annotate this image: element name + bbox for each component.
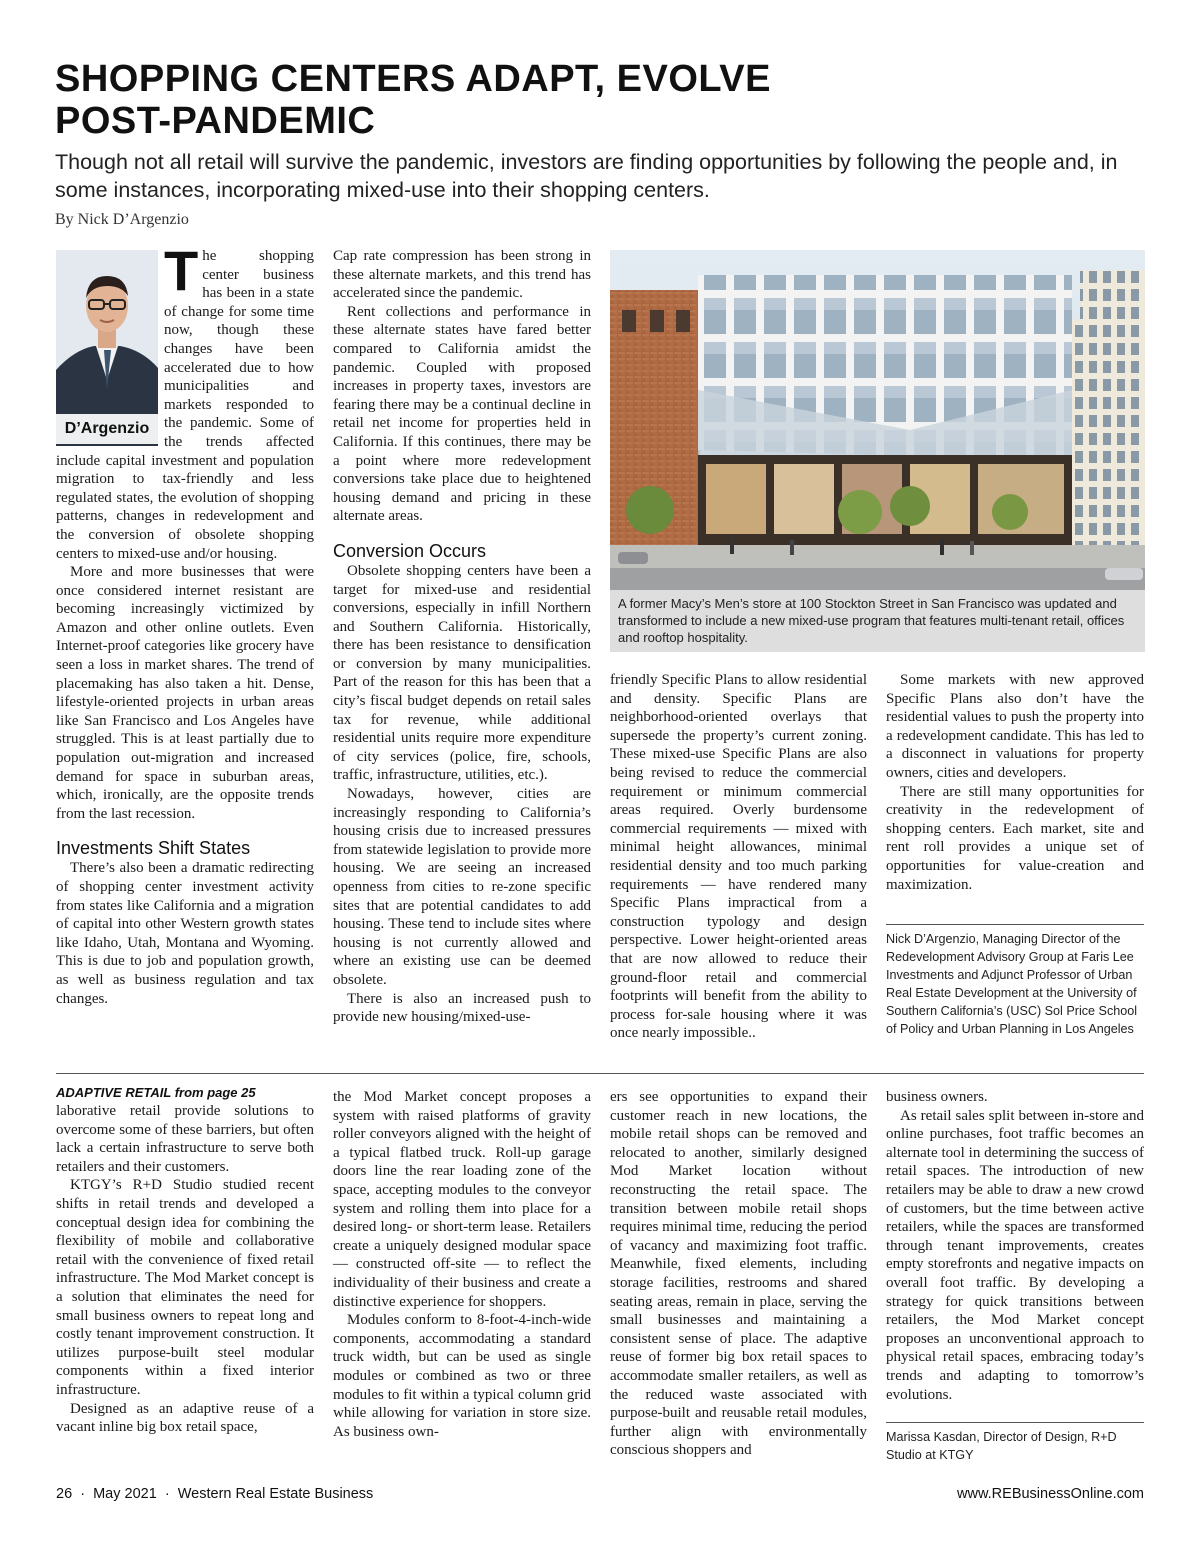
image-caption-box xyxy=(610,590,1145,652)
section-heading: Investments Shift States xyxy=(56,838,251,859)
paragraph: As retail sales split between in-store and online purchases, foot traffic becomes an alternate tool in determining the success of retail spaces. The introduction of new retailers may be able to draw a new crowd of customers, but the time between active retailers, while the spaces are transformed through tenant improvements, creates empty storefronts and negative impacts on overall foot traffic. By developing a strategy for quick transitions between retailers, the Mod Market concept proposes an unconventional approach to physical retail spaces, embracing today’s trends and adapting to tomorrow’s evolutions. xyxy=(886,1107,1144,1403)
continuation-column-1 xyxy=(56,1084,314,1437)
continuation-column-3 xyxy=(610,1088,867,1460)
article-column-2 xyxy=(333,247,591,1027)
drop-cap: T xyxy=(164,239,199,302)
paragraph: Designed as an adaptive reuse of a vacant inline big box retail space, xyxy=(56,1400,314,1436)
article-column-3 xyxy=(610,671,867,1043)
paragraph: Obsolete shopping centers have been a target for mixed-use and residential conversions, especially in infill Northern and Southern California. Historically, there has been resistance to densification or conversion by many municipalities. Part of the reason for this has been that a city’s fiscal budget depends on retail sales tax for revenue, while additional residential units require more expenditure of city services (police, fire, schools, traffic, infrastructure, utilities, etc.). xyxy=(333,562,591,784)
bio-divider xyxy=(886,924,1144,925)
paragraph: the Mod Market concept proposes a system with raised platforms of gravity roller conveyors aligned with the height of a typical flatbed truck. Roll-up garage doors line the rear loading zone of the space, accepting modules to the conveyor system and rolling them into place for a desired long- or short-term lease. Retailers create a uniquely designed modular space — constructed off-site — to reflect the individuality of their business and create a distinctive experience for shoppers. xyxy=(333,1089,591,1310)
mixed-use-building-icon xyxy=(610,250,1145,590)
paragraph: There is also an increased push to provide new housing/mixed-use- xyxy=(333,990,591,1026)
paragraph: Nowadays, however, cities are increasingly responding to California’s housing crisis due to increased pressures from statewide legislation to provide more housing. We are seeing an increased openness from cities to re-zone specific sites that are potential candidates to add housing. These tend to include sites where housing is not currently allowed and where an existing use can be deemed obsolete. xyxy=(333,786,591,988)
paragraph: laborative retail provide solutions to overcome some of these barriers, but often lack a certain infrastructure to serve both retailers and their customers. xyxy=(56,1103,314,1175)
paragraph: Modules conform to 8-foot-4-inch-wide components, accommodating a standard truck width, but can be used as single modules or combined as two or three modules to fit within a typical column grid while allowing for variation in store size. As business own- xyxy=(333,1312,591,1440)
paragraph: ers see opportunities to expand their customer reach in new locations, the mobile retail shops can be removed and relocated to another, similarly designed Mod Market location without reconstructing the retail space. The transition between mobile retail shops requires minimal time, reducing the period of vacancy and maximizing foot traffic. Meanwhile, fixed elements, including storage facilities, restrooms and shared seating areas, remain in place, serving the small businesses and maintaining a consistent sense of place. The adaptive reuse of former big box retail spaces to accommodate smaller retailers, as well as the reduced waste associated with purpose-built and reusable retail modules, further align with environmentally conscious shoppers and xyxy=(610,1089,867,1459)
article-column-1 xyxy=(56,239,314,1008)
headline xyxy=(55,58,1155,142)
author-bio: Marissa Kasdan, Director of Design, R+D Studio at KTGY xyxy=(886,1430,1117,1462)
paragraph: There’s also been a dramatic redirecting of shopping center investment activity from states like California and a migration of capital into other Western growth states like Idaho, Utah, Montana and Wyoming. This is due to job and population growth, as well as business regulation and tax changes. xyxy=(56,860,314,1007)
paragraph: business owners. xyxy=(886,1089,988,1105)
paragraph: KTGY’s R+D Studio studied recent shifts in retail trends and developed a conceptual design idea for combining the flexibility of mobile and collaborative retail with the convenience of fixed retail infrastructure. The Mod Market concept is a solution that eliminates the need for small business owners to repeat long and costly tenant improvement construction. It utilizes purpose-built steel modular components within a fixed interior infrastructure. xyxy=(56,1177,314,1398)
publication-name: Western Real Estate Business xyxy=(177,1486,374,1502)
footer-left: 26 · May 2021 · Western Real Estate Business xyxy=(56,1486,374,1502)
section-heading: Conversion Occurs xyxy=(333,540,487,561)
paragraph: friendly Specific Plans to allow residential and density. Specific Plans are neighborhood-oriented overlays that supersede the property’s current zoning. These mixed-use Specific Plans are also being revised to reduce the commercial requirement or minimum commercial areas required. Overly burdensome commercial requirements — mixed with minimal height allowances, minimal residential density and too much parking requirements — have rendered many Specific Plans impractical from a construction typology and design perspective. Lower height-oriented areas that are now allowed to reduce their ground-floor retail and commercial footprints will benefit from the ability to process for-sale housing where it was once nearly impossible.. xyxy=(610,672,867,1042)
section-divider xyxy=(56,1073,1144,1074)
issue-date: May 2021 xyxy=(93,1486,157,1502)
photo-float-spacer xyxy=(56,247,164,445)
continuation-column-2 xyxy=(333,1088,591,1441)
article-column-4 xyxy=(886,671,1144,894)
author-bio: Nick D’Argenzio, Managing Director of the Redevelopment Advisory Group at Faris Lee Investments and Adjunct Professor of Urban Real Estate Development at the University of Southern California’s (USC) Sol Price School of Policy and Urban Planning in Los Angeles xyxy=(886,932,1138,1036)
continuation-column-4 xyxy=(886,1088,1144,1404)
photo-caption: D’Argenzio xyxy=(56,414,158,444)
building-photo xyxy=(610,250,1145,590)
byline: By Nick D’Argenzio xyxy=(55,211,189,228)
subheadline: Though not all retail will survive the pandemic, investors are finding opportunities by following the people and, in some instances, incorporating mixed-use into their shopping centers. xyxy=(55,150,1118,202)
image-caption: A former Macy’s Men’s store at 100 Stockton Street in San Francisco was updated and transformed to include a new mixed-use program that features multi-tenant retail, offices and rooftop hospitality. xyxy=(618,596,1125,645)
headline-line-2: POST-PANDEMIC xyxy=(55,100,376,142)
bio-divider xyxy=(886,1422,1144,1423)
continuation-tag: ADAPTIVE RETAIL from page 25 xyxy=(56,1085,256,1100)
footer-url[interactable]: www.REBusinessOnline.com xyxy=(957,1486,1144,1502)
intro-paragraph: The shopping center business has been in a state of change for some time now, though these changes have been accelerated due to how municipalities and markets responded to the pandemic. Some of the trends affected include capital investment and population migration to tax-friendly and less regulated states, the evolution of shopping patterns, changes in redevelopment and the conversion of obsolete shopping centers to mixed-use and/or housing. xyxy=(56,239,314,562)
paragraph: More and more businesses that were once considered internet resistant are becoming increasingly victimized by Amazon and other online outlets. Even Internet-proof categories like grocery have seen a loss in market shares. The trend of placemaking has also taken a hit. Dense, lifestyle-oriented projects in urban areas like San Francisco and Los Angeles have struggled. This is at least partially due to population out-migration and increased demand for space in suburban areas, which, ironically, are the opposite trends from the last recession. xyxy=(56,564,314,822)
headline-line-1: SHOPPING CENTERS ADAPT, EVOLVE xyxy=(55,58,771,100)
paragraph: There are still many opportunities for creativity in the redevelopment of shopping centers. Each market, site and rent roll provides a unique set of opportunities for value-creation and maximization. xyxy=(886,783,1144,893)
paragraph: Some markets with new approved Specific Plans also don’t have the residential values to push the property into a redevelopment candidate. This has led to a disconnect in valuations for property owners, cities and developers. xyxy=(886,672,1144,781)
paragraph: Rent collections and performance in these alternate states have fared better compared to California amidst the pandemic. Coupled with proposed increases in property taxes, investors are fearing there may be a continual decline in retail net income for properties held in California. If this continues, there may be a point where more redevelopment conversions take place due to heightened housing demand and pricing in these alternate areas. xyxy=(333,303,591,525)
paragraph: Cap rate compression has been strong in these alternate markets, and this trend has accelerated since the pandemic. xyxy=(333,248,591,302)
page-number: 26 xyxy=(56,1486,73,1502)
